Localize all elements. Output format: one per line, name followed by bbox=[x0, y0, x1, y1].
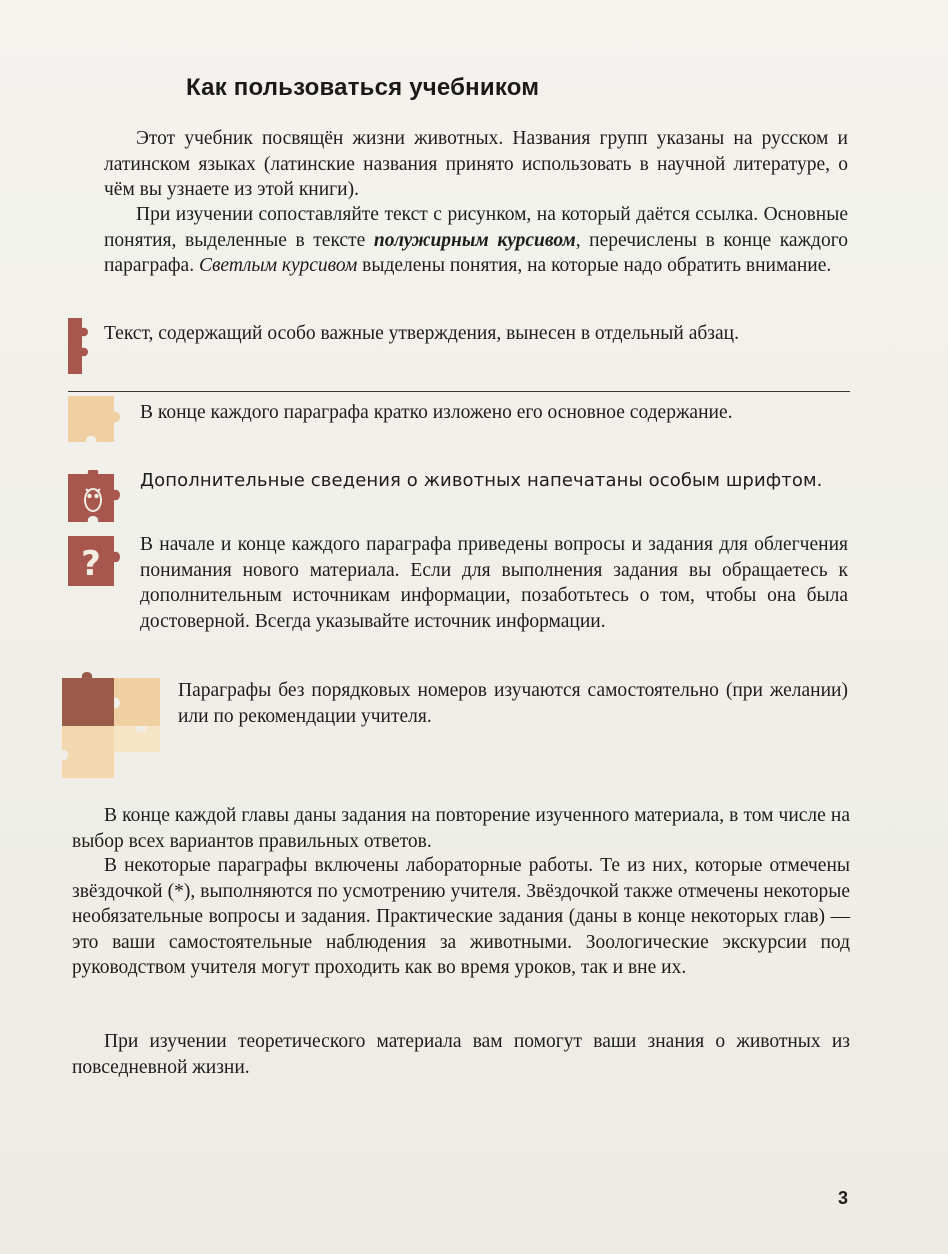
puzzle-piece-light-icon bbox=[68, 396, 120, 442]
italic-example: Светлым курсивом bbox=[198, 255, 358, 277]
page-number: 3 bbox=[838, 1188, 849, 1208]
intro-paragraph-2 bbox=[104, 202, 848, 279]
owl-puzzle-icon bbox=[68, 470, 124, 526]
closing-paragraph-2: В некоторые параграфы включены лабораторные работы. Те из них, которые отмечены звёздочкой (*), выполняются по усмотрению учителя. Звёздочкой также отмечены некоторые необязательные вопросы и задания. Практические задания (даны в конце некоторых глав) — это ваши самостоятельные наблюдения за животными. Зоологические экскурсии под руководством учителя могут проходить как во время уроков, так и вне их. bbox=[72, 855, 850, 979]
question-puzzle-icon bbox=[68, 536, 120, 586]
important-statement-block: Текст, содержащий особо важные утверждения, вынесен в отдельный абзац. bbox=[104, 323, 739, 344]
intro-text-b: , перечислены в конце каждого параграфа. bbox=[104, 229, 848, 277]
bold-italic-example: полужирным курсивом bbox=[373, 229, 576, 251]
page-title: Как пользоваться учебником bbox=[186, 74, 540, 101]
section-divider bbox=[68, 391, 850, 392]
intro-text-c: выделены понятия, на которые надо обратить внимание. bbox=[357, 255, 832, 277]
summary-block: В конце каждого параграфа кратко изложено его основное содержание. bbox=[140, 402, 733, 423]
questions-block: В начале и конце каждого параграфа приведены вопросы и задания для облегчения понимания нового материала. Если для выполнения задания вы обращаетесь к дополнительным источникам информации, позаботьтесь о том, чтобы она была достоверной. Всегда указывайте источник информации. bbox=[140, 534, 848, 632]
intro-text-a: При изучении сопоставляйте текст с рисунком, на который даётся ссылка. Основные понятия, выделенные в тексте bbox=[104, 204, 848, 251]
puzzle-cluster-icon bbox=[60, 672, 170, 782]
closing-paragraph-3: При изучении теоретического материала вам помогут ваши знания о животных из повседневной жизни. bbox=[72, 1031, 850, 1078]
closing-paragraph-1: В конце каждой главы даны задания на повторение изученного материала, в том числе на выбор всех вариантов правильных ответов. bbox=[72, 805, 850, 852]
puzzle-piece-red-icon bbox=[68, 318, 92, 374]
svg-text:?: ? bbox=[81, 544, 101, 584]
unnumbered-paragraphs-block: Параграфы без порядковых номеров изучаются самостоятельно (при желании) или по рекомендации учителя. bbox=[178, 680, 848, 727]
intro-paragraph-1: Этот учебник посвящён жизни животных. Названия групп указаны на русском и латинском языках (латинские названия принято использовать в научной литературе, о чём вы узнаете из этой книги). bbox=[104, 128, 848, 201]
additional-info-block: Дополнительные сведения о животных напечатаны особым шрифтом. bbox=[140, 470, 823, 491]
